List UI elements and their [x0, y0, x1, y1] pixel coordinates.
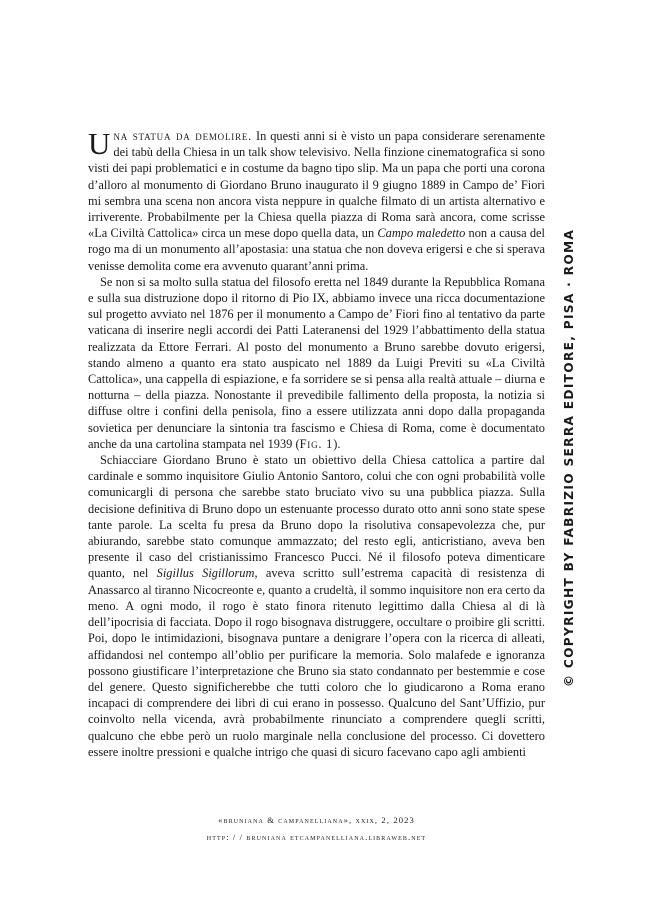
- copyright-text: © COPYRIGHT BY FABRIZIO SERRA EDITORE, PISA · ROMA: [562, 228, 577, 688]
- paragraph-1: [88, 128, 545, 274]
- figure-reference: Fig. 1: [299, 436, 334, 451]
- paragraph-text: Se non si sa molto sulla statua del filosofo eretta nel 1849 durante la Repubblica Romana e sulla sua distruzione dopo il ritorno di Pio IX, abbiamo invece una ricca documentazione sul progetto avviato nel 1876 per il monumento a Campo de’ Fiori fino al tentativo da parte vaticana di inserire negli accordi dei Patti Lateranensi del 1929 l’abbattimento della statua realizzata da Ettore Ferrari. Al posto del monumento a Bruno sarebbe dovuto erigersi, stando almeno a quanto era stato auspicato nel 1889 da Luigi Previti su «La Civiltà Cattolica», una cappella di espiazione, e fa sorridere se si pensa alla realtà attuale – diurna e notturna – della piazza. Nonostante il prevedibile fallimento della proposta, la notizia si diffuse oltre i confini della penisola, fino a essere utilizzata anni dopo dalla propaganda sovietica per denunciare la sintonia tra fascismo e Chiesa di Roma, come è documentato anche da una cartolina stampata nel 1939 (: [88, 274, 545, 451]
- italic-title: Sigillus Sigillorum: [156, 566, 255, 581]
- paragraph-text: non a causa del rogo ma di un monumento all’apostasia: una statua che non doveva erigersi e che si sperava venisse demolita come era avvenuto quarant’anni prima.: [88, 226, 545, 273]
- body-text: [88, 128, 545, 760]
- footer-journal: «bruniana & campanelliana», xxix, 2, 2023: [218, 815, 415, 825]
- paragraph-text: In questi anni si è visto un papa considerare serenamente dei tabù della Chiesa in un talk show televisivo. Nella finzione cinematografica si sono visti dei papi problematici e in costume da bagno tipo slip. Ma un papa che porti una corona d’alloro al monumento di Giordano Bruno inaugurato il 9 giugno 1889 in Campo de’ Fiori mi sembra una scena non ancora vista neppure in qualche filmato di un artista alternativo e irriverente. Probabilmente per la Chiesa quella piazza di Roma sarà ancora, come scrisse «La Civiltà Cattolica» circa un mese dopo quella data, un: [88, 129, 546, 241]
- paragraph-3: [88, 452, 545, 760]
- drop-cap: U: [88, 126, 111, 161]
- italic-phrase: Campo maledetto: [377, 226, 466, 241]
- paragraph-2: [88, 274, 545, 452]
- paragraph-text: Schiacciare Giordano Bruno è stato un obiettivo della Chiesa cattolica a partire dal cardinale e sommo inquisitore Giulio Antonio Santoro, colui che con ogni probabilità volle comunicargli di persona che sarebbe stato bruciato vivo su una pubblica piazza. Sulla decisione definitiva di Bruno dopo un estenuante processo durato otto anni sono state spese tante parole. La scelta fu presa da Bruno dopo la risolutiva consapevolezza che, pur abiurando, sarebbe stato comunque ammazzato; del resto egli, anticristiano, aveva ben presente il caso del cristianissimo Francesco Pucci. Né il filosofo poteva dimenticare quanto, nel: [88, 453, 545, 581]
- paragraph-text: , aveva scritto sull’estrema capacità di resistenza di Anassarco al tiranno Nicocreonte e, quanto a crudeltà, il sommo inquisitore non era certo da meno. A ogni modo, il rogo è stato finora ritenuto legittimo dalla Chiesa al di là dell’ipocrisia di facciata. Dopo il rogo bisognava distruggere, occultare o proibire gli scritti. Poi, dopo le intimidazioni, bisognava puntare a denigrare l’opera con la ricerca di alleati, affidandosi nel contempo all’oblio per purificare la memoria. Solo malafede e ignoranza possono giustificare l’interpretazione che Bruno sia stato condannato per bestemmie e cose del genere. Questo significherebbe che tutti coloro che lo giudicarono a Roma erano incapaci di comprendere dei libri di cui erano in possesso. Qualcuno del Sant’Uffizio, pur coinvolto nella vicenda, avrà probabilmente rinunciato a comprendere quegli scritti, qualcuno che ebbe però un ruolo marginale nella conclusione del processo. Ci dovettero essere inoltre pressioni e qualche intrigo che quasi di sicuro facevano capo agli ambienti: [88, 566, 545, 759]
- paragraph-text: ).: [333, 436, 341, 451]
- footer-url: http: / / bruniana etcampanelliana.libraweb.net: [206, 832, 427, 842]
- copyright-notice: [559, 226, 579, 690]
- section-heading: na statua da demolire.: [113, 129, 253, 143]
